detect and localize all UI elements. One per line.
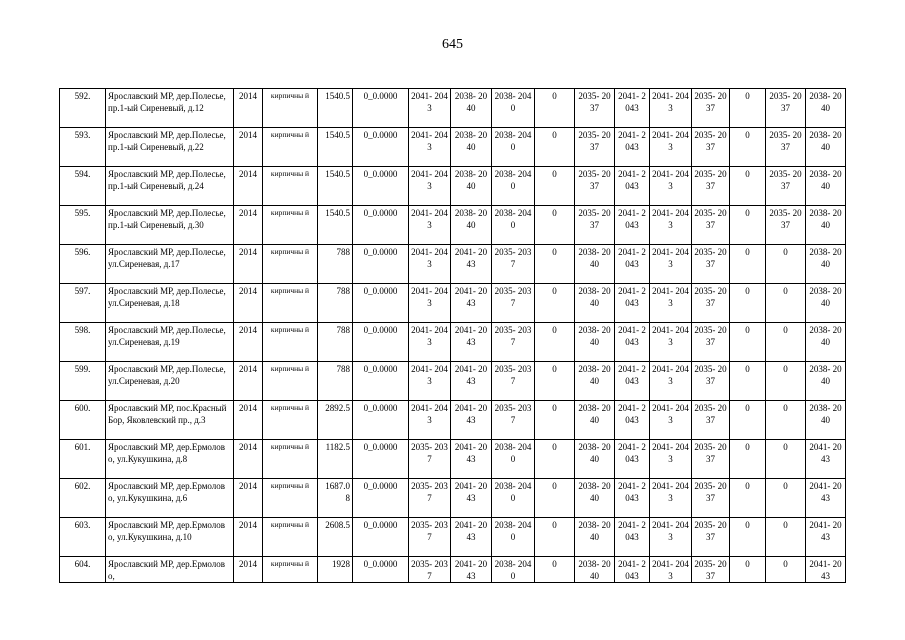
cell-build-year: 2014 bbox=[234, 206, 263, 245]
cell-code: 0_0.0000 bbox=[353, 479, 409, 518]
cell-row-number: 601. bbox=[60, 440, 106, 479]
cell-value-zero-2: 0 bbox=[730, 323, 766, 362]
table-row bbox=[60, 89, 846, 128]
cell-period-8: 2035- 2037 bbox=[766, 128, 806, 167]
table-row bbox=[60, 440, 846, 479]
cell-period-4: 2035- 2037 bbox=[575, 128, 615, 167]
cell-period-4: 2038- 2040 bbox=[575, 284, 615, 323]
cell-period-7: 2035- 2037 bbox=[692, 245, 730, 284]
cell-build-year: 2014 bbox=[234, 518, 263, 557]
cell-period-5: 2041- 2043 bbox=[615, 479, 650, 518]
cell-period-1: 2041- 2043 bbox=[409, 245, 451, 284]
cell-wall-material: кирпичны й bbox=[263, 284, 318, 323]
cell-area: 788 bbox=[318, 284, 353, 323]
cell-period-7: 2035- 2037 bbox=[692, 206, 730, 245]
cell-area: 1928 bbox=[318, 557, 353, 583]
table-row bbox=[60, 323, 846, 362]
cell-code: 0_0.0000 bbox=[353, 167, 409, 206]
cell-wall-material: кирпичны й bbox=[263, 362, 318, 401]
cell-build-year: 2014 bbox=[234, 89, 263, 128]
cell-build-year: 2014 bbox=[234, 128, 263, 167]
cell-code: 0_0.0000 bbox=[353, 518, 409, 557]
table-body bbox=[60, 89, 846, 583]
cell-build-year: 2014 bbox=[234, 479, 263, 518]
cell-period-1: 2035- 2037 bbox=[409, 518, 451, 557]
cell-row-number: 603. bbox=[60, 518, 106, 557]
cell-period-6: 2041- 2043 bbox=[650, 206, 692, 245]
cell-period-1: 2041- 2043 bbox=[409, 323, 451, 362]
cell-period-3: 2035- 2037 bbox=[492, 245, 535, 284]
cell-value-zero-2: 0 bbox=[730, 167, 766, 206]
table-row bbox=[60, 518, 846, 557]
cell-period-9: 2041- 2043 bbox=[806, 479, 846, 518]
cell-period-3: 2038- 2040 bbox=[492, 479, 535, 518]
cell-period-3: 2035- 2037 bbox=[492, 284, 535, 323]
cell-wall-material: кирпичны й bbox=[263, 167, 318, 206]
cell-period-8: 0 bbox=[766, 362, 806, 401]
cell-period-1: 2041- 2043 bbox=[409, 167, 451, 206]
cell-value-zero-1: 0 bbox=[535, 362, 575, 401]
cell-period-9: 2041- 2043 bbox=[806, 557, 846, 583]
cell-period-8: 0 bbox=[766, 284, 806, 323]
cell-value-zero-1: 0 bbox=[535, 401, 575, 440]
cell-area: 1540.5 bbox=[318, 128, 353, 167]
cell-period-3: 2035- 2037 bbox=[492, 323, 535, 362]
cell-area: 788 bbox=[318, 323, 353, 362]
cell-period-6: 2041- 2043 bbox=[650, 557, 692, 583]
cell-period-3: 2038- 2040 bbox=[492, 128, 535, 167]
table-row bbox=[60, 128, 846, 167]
cell-area: 788 bbox=[318, 245, 353, 284]
cell-row-number: 593. bbox=[60, 128, 106, 167]
cell-period-5: 2041- 2043 bbox=[615, 557, 650, 583]
cell-period-9: 2038- 2040 bbox=[806, 284, 846, 323]
cell-period-3: 2038- 2040 bbox=[492, 89, 535, 128]
cell-address: Ярославский МР, дер.Ермолово, bbox=[106, 557, 234, 583]
cell-period-7: 2035- 2037 bbox=[692, 89, 730, 128]
cell-period-9: 2038- 2040 bbox=[806, 323, 846, 362]
table-row bbox=[60, 362, 846, 401]
cell-value-zero-2: 0 bbox=[730, 401, 766, 440]
cell-period-5: 2041- 2043 bbox=[615, 518, 650, 557]
cell-build-year: 2014 bbox=[234, 557, 263, 583]
cell-address: Ярославский МР, дер.Полесье, пр.1-ый Сиреневый, д.30 bbox=[106, 206, 234, 245]
cell-period-1: 2041- 2043 bbox=[409, 128, 451, 167]
cell-period-6: 2041- 2043 bbox=[650, 518, 692, 557]
cell-period-6: 2041- 2043 bbox=[650, 440, 692, 479]
cell-period-5: 2041- 2043 bbox=[615, 128, 650, 167]
cell-period-2: 2041- 2043 bbox=[451, 284, 492, 323]
cell-period-3: 2035- 2037 bbox=[492, 401, 535, 440]
cell-area: 1182.5 bbox=[318, 440, 353, 479]
cell-period-4: 2038- 2040 bbox=[575, 245, 615, 284]
cell-row-number: 604. bbox=[60, 557, 106, 583]
cell-wall-material: кирпичны й bbox=[263, 479, 318, 518]
cell-area: 1540.5 bbox=[318, 167, 353, 206]
cell-build-year: 2014 bbox=[234, 245, 263, 284]
cell-wall-material: кирпичны й bbox=[263, 557, 318, 583]
cell-area: 1687.0 8 bbox=[318, 479, 353, 518]
cell-wall-material: кирпичны й bbox=[263, 89, 318, 128]
cell-period-7: 2035- 2037 bbox=[692, 128, 730, 167]
cell-period-9: 2041- 2043 bbox=[806, 518, 846, 557]
cell-value-zero-2: 0 bbox=[730, 518, 766, 557]
cell-period-1: 2041- 2043 bbox=[409, 362, 451, 401]
cell-period-7: 2035- 2037 bbox=[692, 479, 730, 518]
cell-address: Ярославский МР, дер.Полесье, ул.Сиреневая, д.17 bbox=[106, 245, 234, 284]
cell-address: Ярославский МР, дер.Полесье, пр.1-ый Сиреневый, д.12 bbox=[106, 89, 234, 128]
cell-value-zero-2: 0 bbox=[730, 89, 766, 128]
cell-period-7: 2035- 2037 bbox=[692, 401, 730, 440]
cell-period-6: 2041- 2043 bbox=[650, 128, 692, 167]
cell-row-number: 602. bbox=[60, 479, 106, 518]
cell-period-2: 2041- 2043 bbox=[451, 479, 492, 518]
cell-period-4: 2035- 2037 bbox=[575, 206, 615, 245]
cell-wall-material: кирпичны й bbox=[263, 206, 318, 245]
cell-period-5: 2041- 2043 bbox=[615, 362, 650, 401]
cell-period-5: 2041- 2043 bbox=[615, 284, 650, 323]
cell-period-4: 2038- 2040 bbox=[575, 362, 615, 401]
cell-period-2: 2038- 2040 bbox=[451, 89, 492, 128]
cell-period-5: 2041- 2043 bbox=[615, 167, 650, 206]
cell-value-zero-2: 0 bbox=[730, 557, 766, 583]
cell-code: 0_0.0000 bbox=[353, 440, 409, 479]
cell-period-3: 2038- 2040 bbox=[492, 167, 535, 206]
cell-area: 2892.5 bbox=[318, 401, 353, 440]
cell-period-8: 0 bbox=[766, 401, 806, 440]
cell-row-number: 595. bbox=[60, 206, 106, 245]
cell-code: 0_0.0000 bbox=[353, 284, 409, 323]
cell-period-2: 2041- 2043 bbox=[451, 557, 492, 583]
cell-period-7: 2035- 2037 bbox=[692, 167, 730, 206]
cell-period-8: 2035- 2037 bbox=[766, 89, 806, 128]
table-row bbox=[60, 401, 846, 440]
cell-row-number: 598. bbox=[60, 323, 106, 362]
table-row bbox=[60, 557, 846, 583]
cell-period-1: 2041- 2043 bbox=[409, 284, 451, 323]
cell-period-5: 2041- 2043 bbox=[615, 401, 650, 440]
cell-value-zero-1: 0 bbox=[535, 323, 575, 362]
cell-period-6: 2041- 2043 bbox=[650, 167, 692, 206]
cell-period-2: 2041- 2043 bbox=[451, 245, 492, 284]
cell-period-2: 2038- 2040 bbox=[451, 206, 492, 245]
cell-period-6: 2041- 2043 bbox=[650, 245, 692, 284]
cell-period-2: 2041- 2043 bbox=[451, 440, 492, 479]
cell-value-zero-2: 0 bbox=[730, 284, 766, 323]
cell-value-zero-2: 0 bbox=[730, 479, 766, 518]
cell-value-zero-1: 0 bbox=[535, 284, 575, 323]
cell-period-2: 2041- 2043 bbox=[451, 518, 492, 557]
cell-build-year: 2014 bbox=[234, 401, 263, 440]
cell-wall-material: кирпичны й bbox=[263, 518, 318, 557]
cell-period-6: 2041- 2043 bbox=[650, 323, 692, 362]
cell-address: Ярославский МР, дер.Полесье, ул.Сиреневая, д.18 bbox=[106, 284, 234, 323]
cell-period-6: 2041- 2043 bbox=[650, 479, 692, 518]
cell-code: 0_0.0000 bbox=[353, 128, 409, 167]
cell-wall-material: кирпичны й bbox=[263, 245, 318, 284]
cell-value-zero-1: 0 bbox=[535, 557, 575, 583]
page-number: 645 bbox=[442, 37, 463, 52]
cell-period-9: 2038- 2040 bbox=[806, 128, 846, 167]
cell-value-zero-2: 0 bbox=[730, 206, 766, 245]
table-row bbox=[60, 245, 846, 284]
cell-value-zero-1: 0 bbox=[535, 245, 575, 284]
cell-period-8: 0 bbox=[766, 557, 806, 583]
table-row bbox=[60, 479, 846, 518]
cell-period-9: 2041- 2043 bbox=[806, 440, 846, 479]
cell-period-7: 2035- 2037 bbox=[692, 557, 730, 583]
cell-period-4: 2035- 2037 bbox=[575, 89, 615, 128]
cell-build-year: 2014 bbox=[234, 284, 263, 323]
cell-value-zero-1: 0 bbox=[535, 440, 575, 479]
cell-row-number: 594. bbox=[60, 167, 106, 206]
cell-period-5: 2041- 2043 bbox=[615, 245, 650, 284]
cell-period-4: 2038- 2040 bbox=[575, 401, 615, 440]
cell-address: Ярославский МР, дер.Ермолово, ул.Кукушкина, д.6 bbox=[106, 479, 234, 518]
cell-period-1: 2041- 2043 bbox=[409, 401, 451, 440]
cell-value-zero-2: 0 bbox=[730, 128, 766, 167]
cell-value-zero-2: 0 bbox=[730, 440, 766, 479]
cell-address: Ярославский МР, дер.Ермолово, ул.Кукушкина, д.10 bbox=[106, 518, 234, 557]
cell-period-8: 2035- 2037 bbox=[766, 167, 806, 206]
table-row bbox=[60, 167, 846, 206]
cell-wall-material: кирпичны й bbox=[263, 323, 318, 362]
cell-period-8: 2035- 2037 bbox=[766, 206, 806, 245]
cell-period-3: 2035- 2037 bbox=[492, 362, 535, 401]
cell-period-9: 2038- 2040 bbox=[806, 362, 846, 401]
cell-period-8: 0 bbox=[766, 323, 806, 362]
cell-address: Ярославский МР, дер.Полесье, пр.1-ый Сиреневый, д.24 bbox=[106, 167, 234, 206]
cell-period-7: 2035- 2037 bbox=[692, 518, 730, 557]
cell-build-year: 2014 bbox=[234, 440, 263, 479]
cell-code: 0_0.0000 bbox=[353, 362, 409, 401]
cell-period-6: 2041- 2043 bbox=[650, 284, 692, 323]
cell-period-7: 2035- 2037 bbox=[692, 440, 730, 479]
cell-value-zero-1: 0 bbox=[535, 518, 575, 557]
cell-period-4: 2035- 2037 bbox=[575, 167, 615, 206]
cell-address: Ярославский МР, дер.Полесье, ул.Сиреневая, д.20 bbox=[106, 362, 234, 401]
cell-period-2: 2038- 2040 bbox=[451, 167, 492, 206]
cell-period-9: 2038- 2040 bbox=[806, 206, 846, 245]
cell-period-9: 2038- 2040 bbox=[806, 89, 846, 128]
cell-period-3: 2038- 2040 bbox=[492, 206, 535, 245]
cell-period-8: 0 bbox=[766, 479, 806, 518]
cell-code: 0_0.0000 bbox=[353, 245, 409, 284]
cell-period-1: 2035- 2037 bbox=[409, 479, 451, 518]
cell-code: 0_0.0000 bbox=[353, 323, 409, 362]
cell-period-8: 0 bbox=[766, 245, 806, 284]
cell-period-5: 2041- 2043 bbox=[615, 206, 650, 245]
cell-period-1: 2035- 2037 bbox=[409, 557, 451, 583]
cell-period-2: 2041- 2043 bbox=[451, 323, 492, 362]
cell-period-2: 2038- 2040 bbox=[451, 128, 492, 167]
cell-wall-material: кирпичны й bbox=[263, 128, 318, 167]
cell-value-zero-1: 0 bbox=[535, 206, 575, 245]
table-row bbox=[60, 206, 846, 245]
housing-register-table bbox=[59, 88, 846, 583]
cell-period-9: 2038- 2040 bbox=[806, 245, 846, 284]
cell-period-6: 2041- 2043 bbox=[650, 89, 692, 128]
cell-period-1: 2041- 2043 bbox=[409, 89, 451, 128]
cell-period-7: 2035- 2037 bbox=[692, 323, 730, 362]
cell-period-4: 2038- 2040 bbox=[575, 518, 615, 557]
cell-value-zero-1: 0 bbox=[535, 479, 575, 518]
cell-address: Ярославский МР, дер.Ермолово, ул.Кукушкина, д.8 bbox=[106, 440, 234, 479]
cell-period-4: 2038- 2040 bbox=[575, 440, 615, 479]
cell-wall-material: кирпичны й bbox=[263, 440, 318, 479]
cell-build-year: 2014 bbox=[234, 323, 263, 362]
cell-period-5: 2041- 2043 bbox=[615, 89, 650, 128]
cell-address: Ярославский МР, дер.Полесье, пр.1-ый Сиреневый, д.22 bbox=[106, 128, 234, 167]
cell-period-7: 2035- 2037 bbox=[692, 284, 730, 323]
cell-row-number: 597. bbox=[60, 284, 106, 323]
cell-area: 2608.5 bbox=[318, 518, 353, 557]
cell-row-number: 596. bbox=[60, 245, 106, 284]
cell-period-4: 2038- 2040 bbox=[575, 479, 615, 518]
cell-code: 0_0.0000 bbox=[353, 557, 409, 583]
cell-area: 788 bbox=[318, 362, 353, 401]
cell-period-3: 2038- 2040 bbox=[492, 557, 535, 583]
cell-period-9: 2038- 2040 bbox=[806, 167, 846, 206]
cell-build-year: 2014 bbox=[234, 167, 263, 206]
cell-period-6: 2041- 2043 bbox=[650, 362, 692, 401]
cell-value-zero-1: 0 bbox=[535, 167, 575, 206]
cell-address: Ярославский МР, дер.Полесье, ул.Сиреневая, д.19 bbox=[106, 323, 234, 362]
cell-code: 0_0.0000 bbox=[353, 401, 409, 440]
cell-period-8: 0 bbox=[766, 518, 806, 557]
cell-period-6: 2041- 2043 bbox=[650, 401, 692, 440]
cell-period-3: 2038- 2040 bbox=[492, 440, 535, 479]
cell-period-1: 2035- 2037 bbox=[409, 440, 451, 479]
cell-row-number: 600. bbox=[60, 401, 106, 440]
cell-period-1: 2041- 2043 bbox=[409, 206, 451, 245]
cell-value-zero-2: 0 bbox=[730, 362, 766, 401]
cell-row-number: 592. bbox=[60, 89, 106, 128]
cell-period-4: 2038- 2040 bbox=[575, 323, 615, 362]
cell-period-2: 2041- 2043 bbox=[451, 362, 492, 401]
cell-value-zero-1: 0 bbox=[535, 89, 575, 128]
cell-value-zero-1: 0 bbox=[535, 128, 575, 167]
cell-address: Ярославский МР, пос.Красный Бор, Яковлевский пр., д.3 bbox=[106, 401, 234, 440]
cell-code: 0_0.0000 bbox=[353, 206, 409, 245]
cell-period-8: 0 bbox=[766, 440, 806, 479]
cell-code: 0_0.0000 bbox=[353, 89, 409, 128]
cell-period-5: 2041- 2043 bbox=[615, 440, 650, 479]
cell-period-2: 2041- 2043 bbox=[451, 401, 492, 440]
cell-period-4: 2038- 2040 bbox=[575, 557, 615, 583]
cell-period-3: 2038- 2040 bbox=[492, 518, 535, 557]
cell-period-5: 2041- 2043 bbox=[615, 323, 650, 362]
cell-wall-material: кирпичны й bbox=[263, 401, 318, 440]
cell-area: 1540.5 bbox=[318, 206, 353, 245]
cell-period-9: 2038- 2040 bbox=[806, 401, 846, 440]
table-row bbox=[60, 284, 846, 323]
cell-area: 1540.5 bbox=[318, 89, 353, 128]
cell-period-7: 2035- 2037 bbox=[692, 362, 730, 401]
cell-row-number: 599. bbox=[60, 362, 106, 401]
cell-value-zero-2: 0 bbox=[730, 245, 766, 284]
cell-build-year: 2014 bbox=[234, 362, 263, 401]
